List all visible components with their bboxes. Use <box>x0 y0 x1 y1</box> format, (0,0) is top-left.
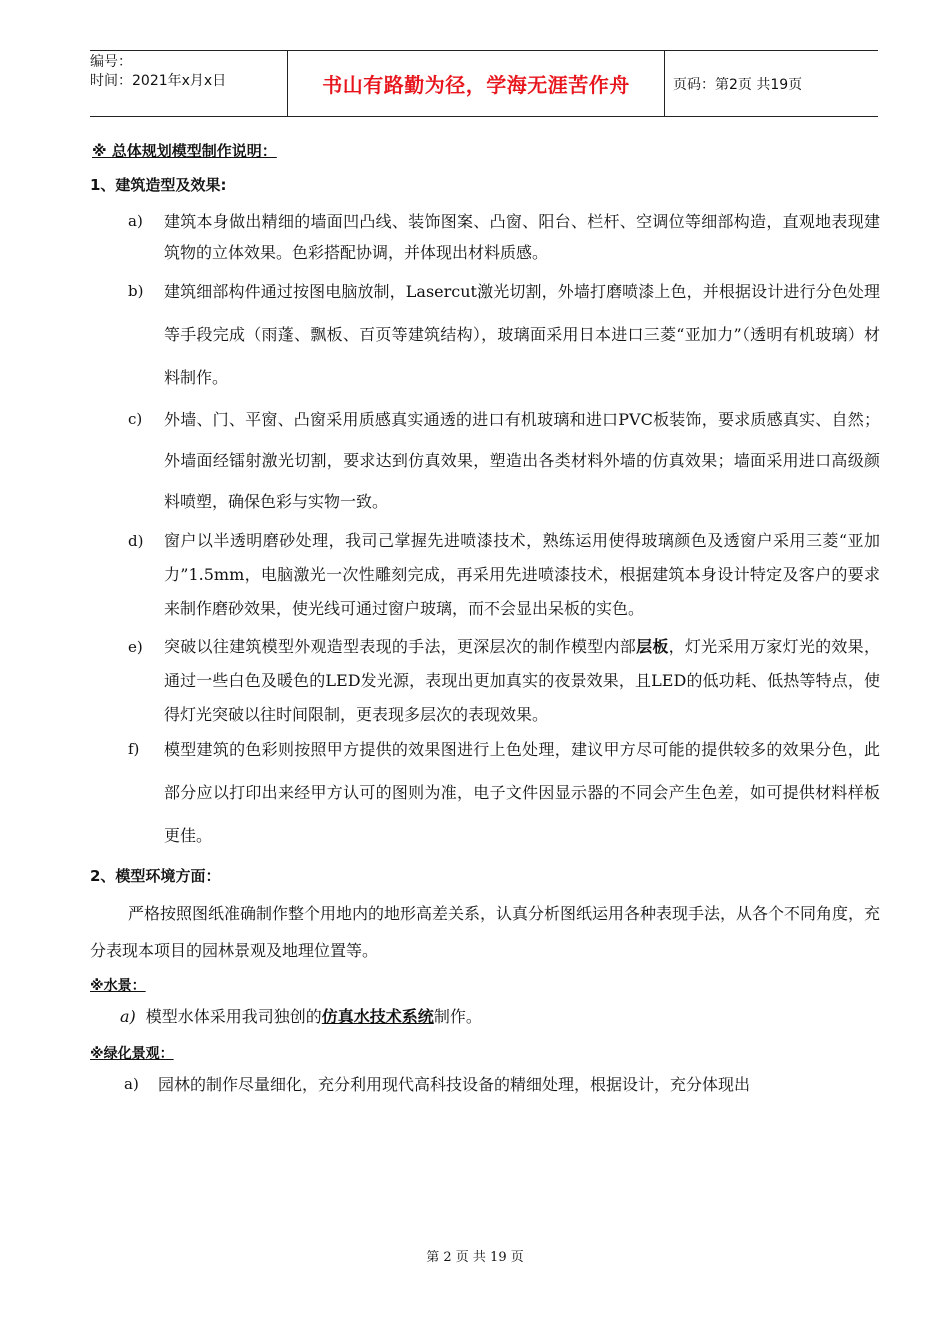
time-label: 时间：2021年x月x日 <box>90 73 227 89</box>
section2-title: 2、模型环境方面： <box>90 867 221 885</box>
item-text: 建筑细部构件通过按图电脑放制，Lasercut激光切割，外墙打磨喷漆上色，并根据设计进行分色处理等手段完成（雨蓬、飘板、百页等建筑结构），玻璃面采用日本进口三菱“亚加力”（透明有机玻璃）材料制作。 <box>164 282 880 387</box>
motto-text: 书山有路勤为径，学海无涯苦作舟 <box>322 73 630 97</box>
item-label: a) <box>120 1007 136 1026</box>
green-item-a <box>90 1069 880 1100</box>
item-text: 窗户以半透明磨砂处理，我司己掌握先进喷漆技术，熟练运用使得玻璃颜色及透窗户采用三菱“亚加力”1.5mm，电脑激光一次性雕刻完成，再采用先进喷漆技术，根据建筑本身设计特定及客户的要求来制作磨砂效果，使光线可通过窗户玻璃，而不会显出呆板的实色。 <box>164 531 880 618</box>
list-item-e <box>90 630 880 732</box>
list-item-d <box>90 524 880 626</box>
item-label: b) <box>128 282 144 300</box>
overview-title: ※ 总体规划模型制作说明： <box>92 142 277 160</box>
document-body <box>90 140 880 1100</box>
page-header <box>90 50 878 117</box>
section2-paragraph: 严格按照图纸准确制作整个用地内的地形高差关系，认真分析图纸运用各种表现手法，从各个不同角度，充分表现本项目的园林景观及地理位置等。 <box>90 904 881 960</box>
list-item-c <box>90 399 880 522</box>
item-text: 建筑本身做出精细的墙面凹凸线、装饰图案、凸窗、阳台、栏杆、空调位等细部构造，直观地表现建筑物的立体效果。色彩搭配协调，并体现出材料质感。 <box>164 212 880 262</box>
item-label: c) <box>128 410 143 428</box>
item-text-part: ，灯光采用万家灯光的效果，通过一些白色及暖色的LED发光源，表现出更加真实的夜景效果，且LED的低功耗、低热等特点，使得灯光突破以往时间限制，更表现多层次的表现效果。 <box>164 637 880 724</box>
item-bold-term: 仿真水技术系统 <box>321 1007 434 1026</box>
page-footer: 第 2 页 共 19 页 <box>426 1250 524 1265</box>
water-title: ※水景： <box>90 978 146 994</box>
item-bold-term: 层板 <box>636 637 669 656</box>
item-text: 模型建筑的色彩则按照甲方提供的效果图进行上色处理，建议甲方尽可能的提供较多的效果分色，此部分应以打印出来经甲方认可的图则为准，电子文件因显示器的不同会产生色差，如可提供材料样板更佳。 <box>164 740 880 845</box>
item-text-part: 制作。 <box>433 1007 482 1026</box>
item-text-part: 突破以往建筑模型外观造型表现的手法，更深层次的制作模型内部 <box>164 637 637 656</box>
number-label: 编号： <box>90 54 132 70</box>
item-text: 园林的制作尽量细化，充分利用现代高科技设备的精细处理，根据设计，充分体现出 <box>158 1075 751 1094</box>
header-left-cell <box>90 51 287 116</box>
header-motto-cell <box>287 51 665 116</box>
item-text: 外墙、门、平窗、凸窗采用质感真实通透的进口有机玻璃和进口PVC板装饰，要求质感真实、自然；外墙面经镭射激光切割，要求达到仿真效果，塑造出各类材料外墙的仿真效果；墙面采用进口高级颜料喷塑，确保色彩与实物一致。 <box>164 410 880 511</box>
header-page-info: 页码：第2页 共19页 <box>673 76 803 93</box>
list-item-a <box>90 206 880 268</box>
item-text-part: 模型水体采用我司独创的 <box>145 1007 322 1026</box>
list-item-f <box>90 728 880 857</box>
list-item-b <box>90 270 880 399</box>
item-label: e) <box>128 638 143 656</box>
item-text <box>164 630 880 732</box>
item-label: a) <box>128 212 143 230</box>
green-title: ※绿化景观： <box>90 1046 174 1062</box>
item-label: f) <box>128 740 140 758</box>
water-item-a <box>90 1003 880 1031</box>
item-label: a) <box>124 1075 139 1093</box>
section1-title: 1、建筑造型及效果: <box>90 176 227 194</box>
item-label: d) <box>128 532 144 550</box>
